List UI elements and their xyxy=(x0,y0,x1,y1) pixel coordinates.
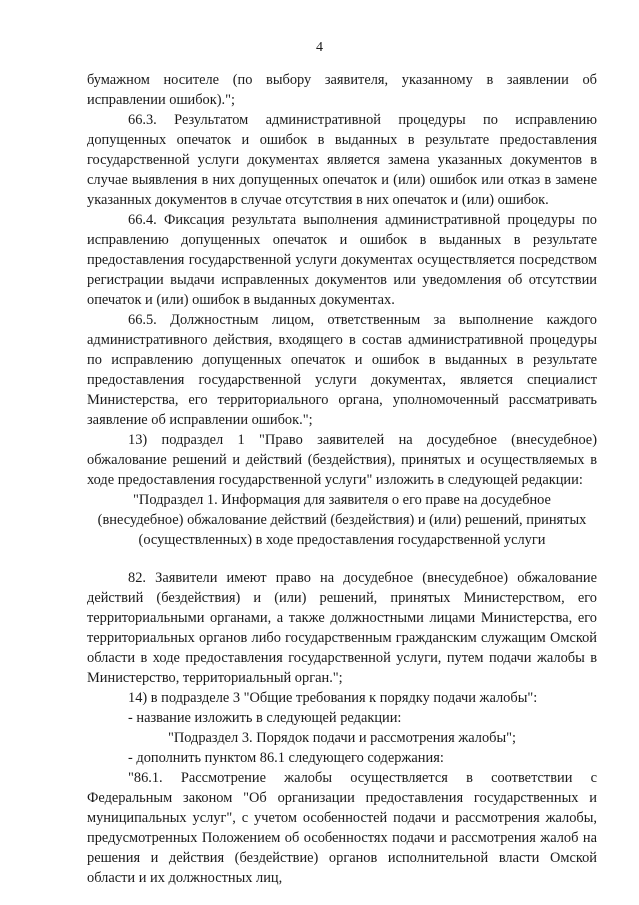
subsection-heading: "Подраздел 1. Информация для заявителя о его праве на досудебное (внесудебное) обжалование действий (бездействия) и (или) решений, принятых (осуществленных) в ходе предоставления государственной услуги xyxy=(97,492,587,548)
document-body xyxy=(87,70,597,888)
page-number: 4 xyxy=(316,40,323,55)
paragraph-add-instruction: - дополнить пунктом 86.1 следующего содержания: xyxy=(128,750,444,766)
paragraph-rename-instruction: - название изложить в следующей редакции: xyxy=(128,710,402,726)
paragraph-item-14: 14) в подразделе 3 "Общие требования к порядку подачи жалобы": xyxy=(128,690,538,706)
paragraph-86-1: "86.1. Рассмотрение жалобы осуществляется в соответствии с Федеральным законом "Об организации предоставления государственных и муниципальных услуг", с учетом особенностей подачи и рассмотрения жалобы, предусмотренных Положением об особенностях подачи и рассмотрения жалоб на решения и действия (бездействие) органов исполнительной власти Омской области и их должностных лиц, xyxy=(87,770,597,886)
paragraph-66-4: 66.4. Фиксация результата выполнения административной процедуры по исправлению допущенных опечаток и ошибок в выданных в результате предоставления государственной услуги документах осуществляется посредством регистрации выдачи исправленных документов или уведомления об отсутствии опечаток и (или) ошибок в выданных документах. xyxy=(87,212,597,308)
paragraph-item-13: 13) подраздел 1 "Право заявителей на досудебное (внесудебное) обжалование решений и действий (бездействия), принятых и осуществляемых в ходе предоставления государственной услуги" изложить в следующей редакции: xyxy=(87,432,597,488)
paragraph-66-3: 66.3. Результатом административной процедуры по исправлению допущенных опечаток и ошибок в выданных в результате предоставления государственной услуги документах является замена указанных документов в случае выявления в них допущенных опечаток и (или) ошибок или отказ в замене указанных документов в случае отсутствия в них опечаток и (или) ошибок. xyxy=(87,112,597,208)
paragraph-continuation: бумажном носителе (по выбору заявителя, указанному в заявлении об исправлении ошибок)."; xyxy=(87,72,597,108)
paragraph-66-5: 66.5. Должностным лицом, ответственным за выполнение каждого административного действия, входящего в состав административной процедуры по исправлению допущенных опечаток и ошибок в выданных в результате предоставления государственной услуги документах, является специалист Министерства, его территориального органа, уполномоченный рассматривать заявление об исправлении ошибок."; xyxy=(87,312,597,428)
new-subsection-title: "Подраздел 3. Порядок подачи и рассмотрения жалобы"; xyxy=(167,730,517,746)
paragraph-82: 82. Заявители имеют право на досудебное (внесудебное) обжалование действий (бездействия) и (или) решений, принятых Министерством, его территориальными органами, а также должностными лицами Министерства, его территориальных органов либо государственным гражданским служащим Омской области в ходе предоставления государственной услуги, путем подачи жалобы в Министерство, территориальный орган."; xyxy=(87,570,597,686)
